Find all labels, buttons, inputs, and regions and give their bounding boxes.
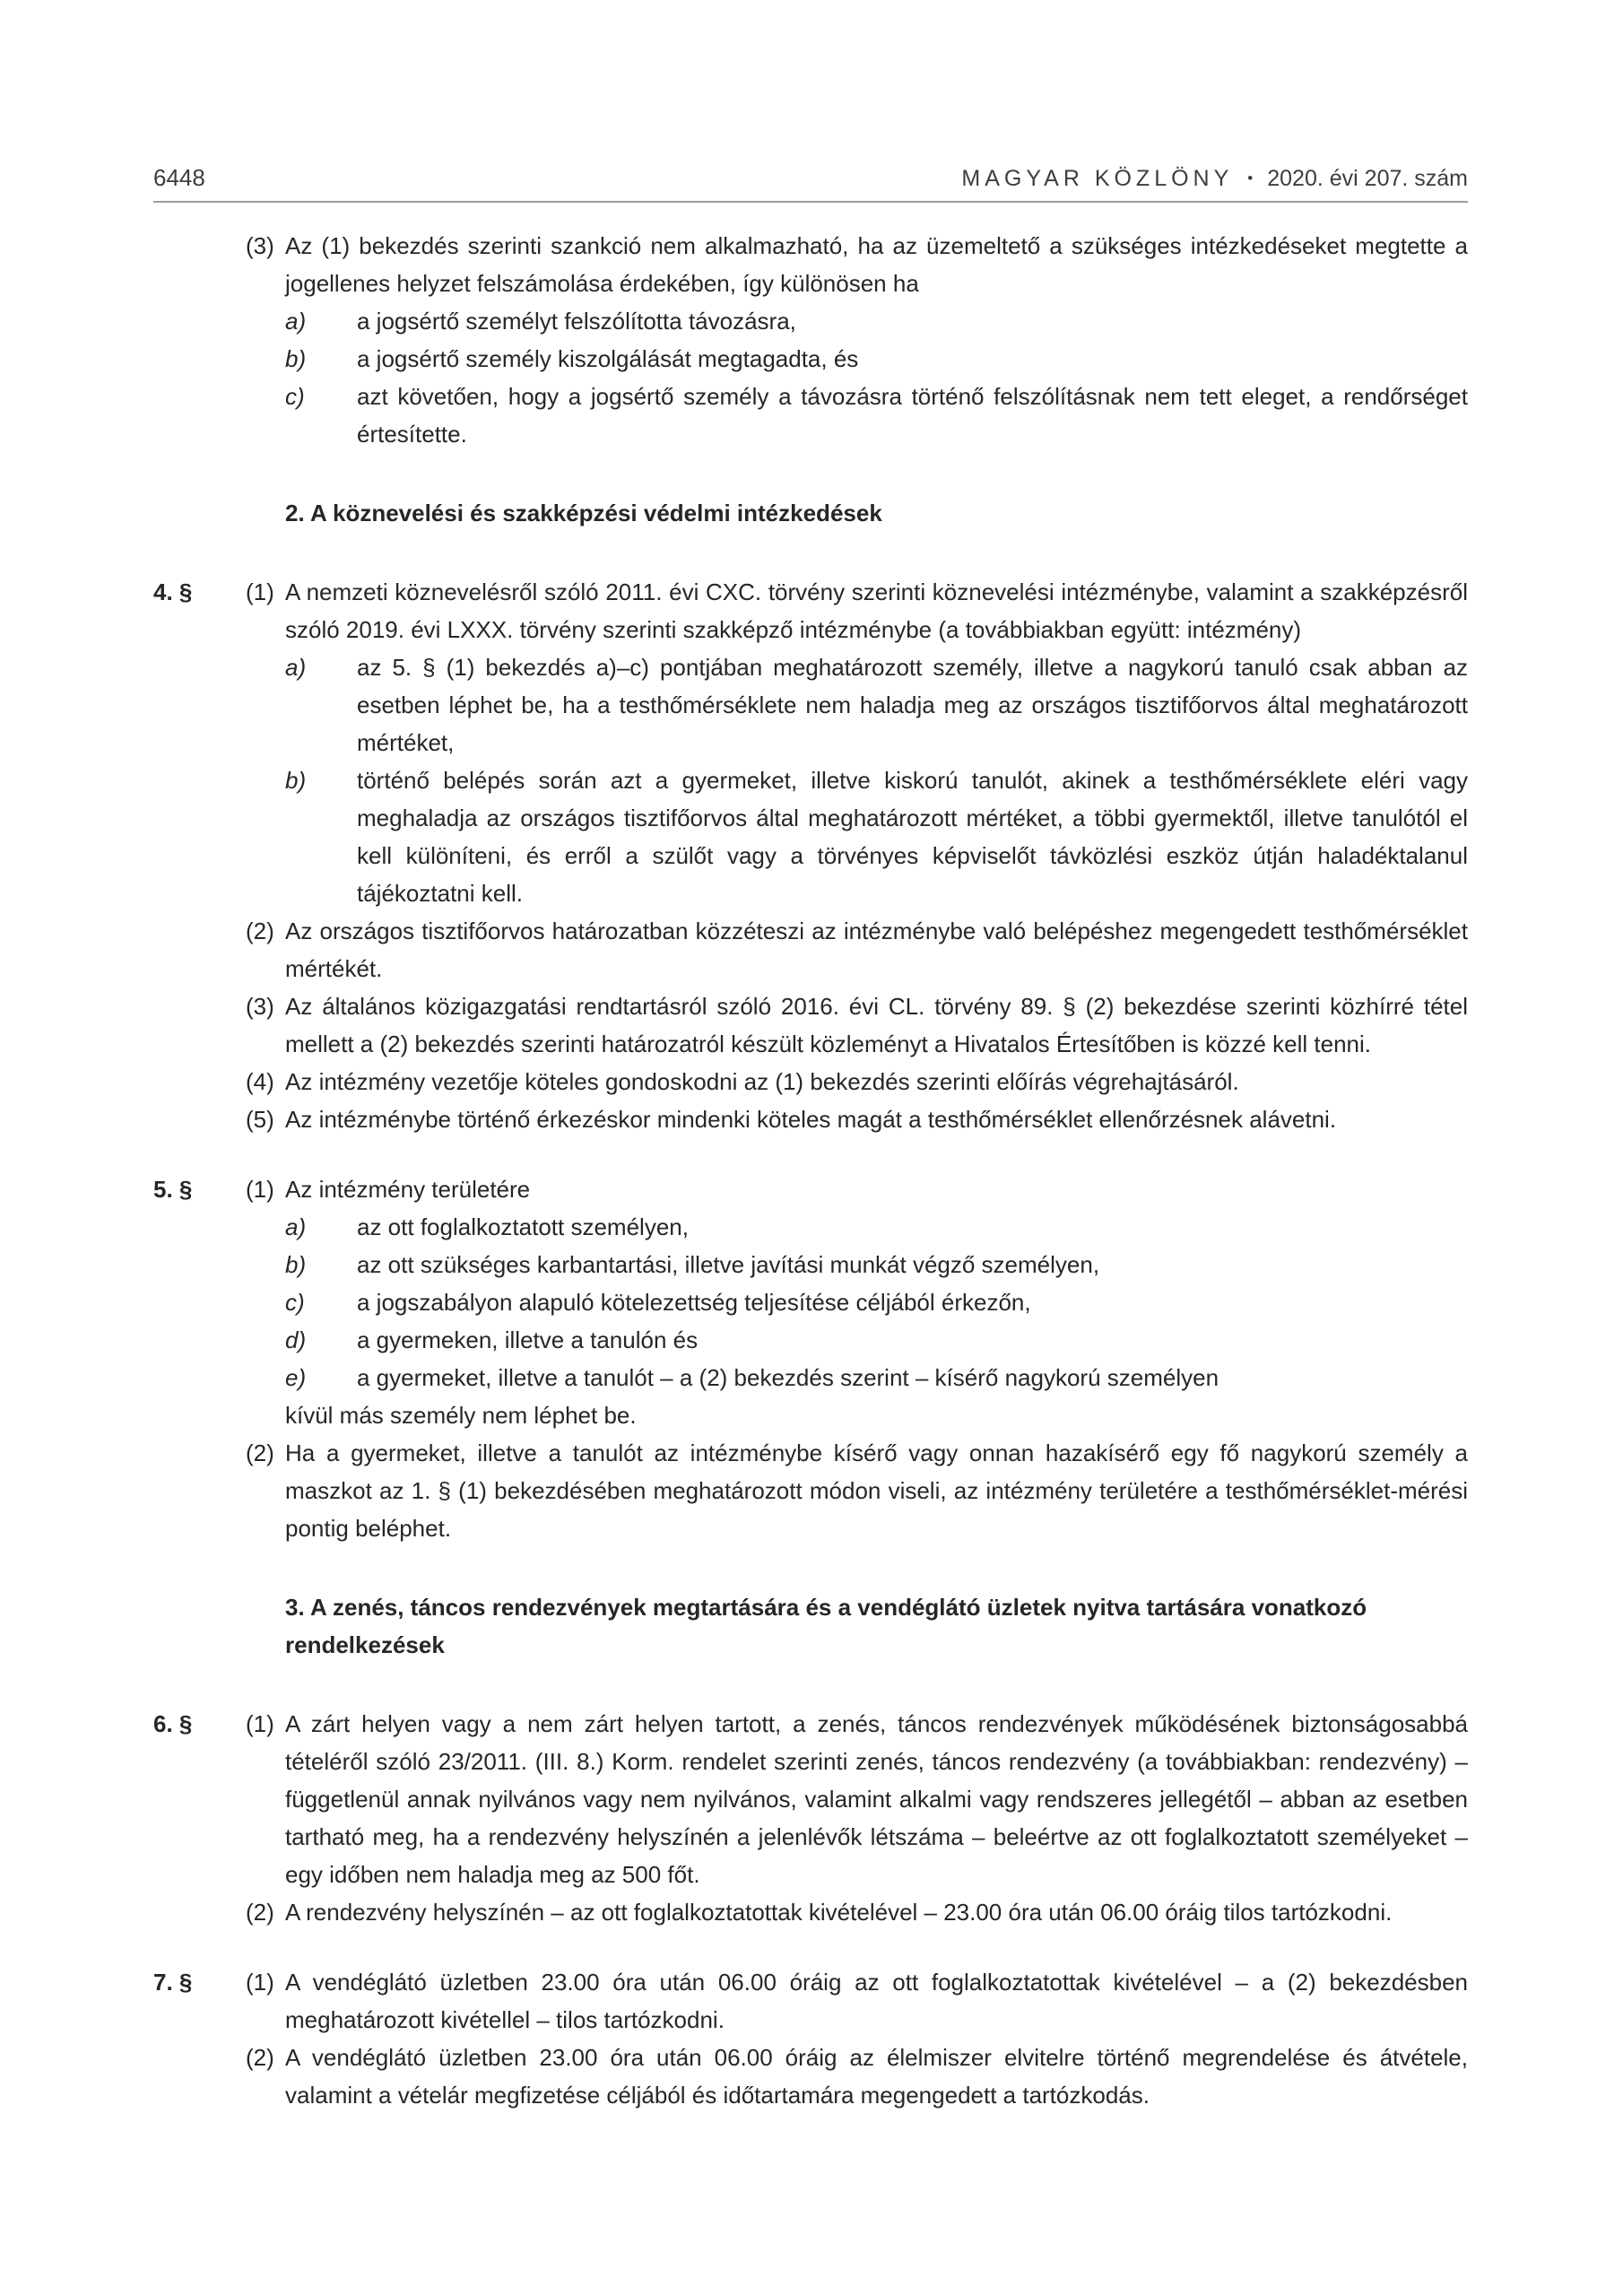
paragraph-marker: (3) [246,993,274,1020]
subitem [285,761,1468,912]
paragraph-content [285,1893,1468,1931]
subitem-marker: a) [285,308,307,335]
paragraph-marker: (1) [246,1710,274,1737]
subitem-text: a gyermeken, illetve a tanulón és [357,1326,699,1353]
paragraph-marker: (1) [246,1176,274,1203]
paragraph-content [285,1170,1468,1434]
subitem [285,1246,1468,1283]
section-label: 4. § [153,578,193,605]
paragraph-content [285,227,1468,453]
paragraph [246,573,1468,912]
subitem-text: a jogszabályon alapuló kötelezettség teljesítése céljából érkezőn, [357,1289,1031,1316]
header-divider [153,201,1468,203]
paragraph [246,1434,1468,1547]
journal-title: MAGYAR KÖZLÖNY [961,166,1234,191]
document-body [153,227,1468,2114]
subitem-marker: c) [285,383,305,410]
paragraph-text: Az intézmény vezetője köteles gondoskodni az (1) bekezdés szerinti előírás végrehajtásáról. [285,1068,1239,1095]
page-header [153,164,1468,192]
section-paragraphs [246,1170,1468,1547]
subitem-text: azt követően, hogy a jogsértő személy a távozásra történő felszólításnak nem tett eleget, a rendőrséget értesítette. [357,383,1468,448]
paragraph-text: Ha a gyermeket, illetve a tanulót az intézménybe kísérő vagy onnan hazakísérő egy fő nagykorú személy a maszkot az 1. § (1) bekezdésében meghatározott módon viseli, az intézmény területére a testhőmérséklet-mérési pontig beléphet. [285,1439,1468,1542]
paragraph [246,1063,1468,1100]
subitem-text: a jogsértő személy kiszolgálását megtagadta, és [357,345,859,372]
paragraph-content [285,912,1468,987]
section-block [153,227,1468,453]
section-heading: 3. A zenés, táncos rendezvények megtartására és a vendéglátó üzletek nyitva tartására vonatkozó rendelkezések [285,1594,1367,1658]
paragraph-text: A rendezvény helyszínén – az ott foglalkoztatottak kivételével – 23.00 óra után 06.00 óráig tilos tartózkodni. [285,1899,1393,1926]
subitem-marker: c) [285,1289,305,1316]
paragraph-text: A nemzeti köznevelésről szóló 2011. évi CXC. törvény szerinti köznevelési intézménybe, valamint a szakképzésről szóló 2019. évi LXXX. törvény szerinti szakképző intézménybe (a továbbiakban együtt: intézmény) [285,578,1468,643]
subitem-marker: e) [285,1364,307,1391]
paragraph-marker: (2) [246,2044,274,2071]
subitem-marker: a) [285,654,307,681]
paragraph [246,987,1468,1063]
paragraph-text: Az intézménybe történő érkezéskor mindenki köteles magát a testhőmérséklet ellenőrzésnek alávetni. [285,1106,1337,1133]
subitem [285,1359,1468,1396]
subitem-text: a jogsértő személyt felszólította távozásra, [357,308,796,335]
paragraph-content [285,2039,1468,2114]
section-paragraphs [246,1963,1468,2114]
section-block [153,1963,1468,2114]
paragraph-text: A zárt helyen vagy a nem zárt helyen tartott, a zenés, táncos rendezvények működésének biztonságosabbá tételéről szóló 23/2011. (III. 8.) Korm. rendelet szerinti zenés, táncos rendezvény (a továbbiakban: rendezvény) – függetlenül annak nyilvános vagy nem nyilvános, valamint alkalmi vagy rendszeres jellegétől – abban az esetben tartható meg, ha a rendezvény helyszínén a jelenlévők létszáma – beleértve az ott foglalkoztatott személyeket – egy időben nem haladja meg az 500 főt. [285,1710,1468,1888]
paragraph-marker: (1) [246,1969,274,1996]
subitem-text: a gyermeket, illetve a tanulót – a (2) bekezdés szerint – kísérő nagykorú személyen [357,1364,1219,1391]
paragraph-content [285,1063,1468,1100]
paragraph-text: Az intézmény területére [285,1176,531,1203]
paragraph-text: Az általános közigazgatási rendtartásról szóló 2016. évi CL. törvény 89. § (2) bekezdése szerinti közhírré tétel mellett a (2) bekezdés szerinti határozatról készült közleményt a Hivatalos Értesítőben is közzé kell tenni. [285,993,1468,1057]
paragraph [246,1963,1468,2039]
paragraph [246,2039,1468,2114]
paragraph-content [285,1434,1468,1547]
paragraph-content [285,1100,1468,1138]
subitem-marker: b) [285,1251,307,1278]
section-paragraphs [246,227,1468,453]
paragraph-marker: (5) [246,1106,274,1133]
subitem [285,340,1468,378]
paragraph-text: Az országos tisztifőorvos határozatban közzéteszi az intézménybe való belépéshez megengedett testhőmérséklet mértékét. [285,918,1468,982]
paragraph-marker: (1) [246,578,274,605]
paragraph [246,1893,1468,1931]
paragraph-content [285,1963,1468,2039]
paragraph-marker: (4) [246,1068,274,1095]
paragraph [246,1170,1468,1434]
section-block [153,1705,1468,1931]
subitem-marker: d) [285,1326,307,1353]
subitem-text: az ott szükséges karbantartási, illetve javítási munkát végző személyen, [357,1251,1100,1278]
section-paragraphs [246,1705,1468,1931]
paragraph-marker: (3) [246,232,274,259]
section-block [153,573,1468,1138]
paragraph [246,227,1468,453]
section-label [153,227,246,453]
subitem [285,1321,1468,1359]
subitem-marker: b) [285,767,307,794]
subitem-marker: a) [285,1213,307,1240]
paragraph-closing: kívül más személy nem léphet be. [285,1402,637,1429]
paragraph-marker: (2) [246,918,274,944]
section-label: 5. § [153,1176,193,1203]
subitem-text: történő belépés során azt a gyermeket, illetve kiskorú tanulót, akinek a testhőmérséklete eléri vagy meghaladja az országos tisztifőorvos által meghatározott mértéket, a többi gyermektől, illetve tanulótól el kell különíteni, és erről a szülőt vagy a törvényes képviselőt távközlési eszköz útján haladéktalanul tájékoztatni kell. [357,767,1468,907]
journal-reference [961,166,1468,192]
paragraph-marker: (2) [246,1899,274,1926]
paragraph-text: A vendéglátó üzletben 23.00 óra után 06.00 óráig az élelmiszer elvitelre történő megrendelése és átvétele, valamint a vételár megfizetése céljából és időtartamára megengedett a tartózkodás. [285,2044,1468,2109]
subitem-marker: b) [285,345,307,372]
subitem-text: az 5. § (1) bekezdés a)–c) pontjában meghatározott személy, illetve a nagykorú tanuló csak abban az esetben léphet be, ha a testhőmérséklete nem haladja meg az országos tisztifőorvos által meghatározott mértéket, [357,654,1468,756]
subitem [285,378,1468,453]
section-label: 7. § [153,1969,193,1996]
section-heading: 2. A köznevelési és szakképzési védelmi intézkedések [285,500,882,526]
issue-label: 2020. évi 207. szám [1267,166,1468,191]
paragraph-text: Az (1) bekezdés szerinti szankció nem alkalmazható, ha az üzemeltető a szükséges intézkedéseket megtette a jogellenes helyzet felszámolása érdekében, így különösen ha [285,232,1468,297]
subitem [285,1283,1468,1321]
bullet-separator-icon: • [1247,170,1254,187]
subitem [285,302,1468,340]
subitem [285,1208,1468,1246]
paragraph-content [285,573,1468,912]
page-number: 6448 [153,164,205,191]
subitem [285,648,1468,761]
subitem-text: az ott foglalkoztatott személyen, [357,1213,689,1240]
paragraph-content [285,987,1468,1063]
paragraph-content [285,1705,1468,1893]
paragraph [246,912,1468,987]
paragraph-marker: (2) [246,1439,274,1466]
section-block [153,1170,1468,1547]
section-label: 6. § [153,1710,193,1737]
paragraph-text: A vendéglátó üzletben 23.00 óra után 06.00 óráig az ott foglalkoztatottak kivételével – a (2) bekezdésben meghatározott kivétellel – tilos tartózkodni. [285,1969,1468,2033]
paragraph [246,1100,1468,1138]
section-paragraphs [246,573,1468,1138]
paragraph [246,1705,1468,1893]
